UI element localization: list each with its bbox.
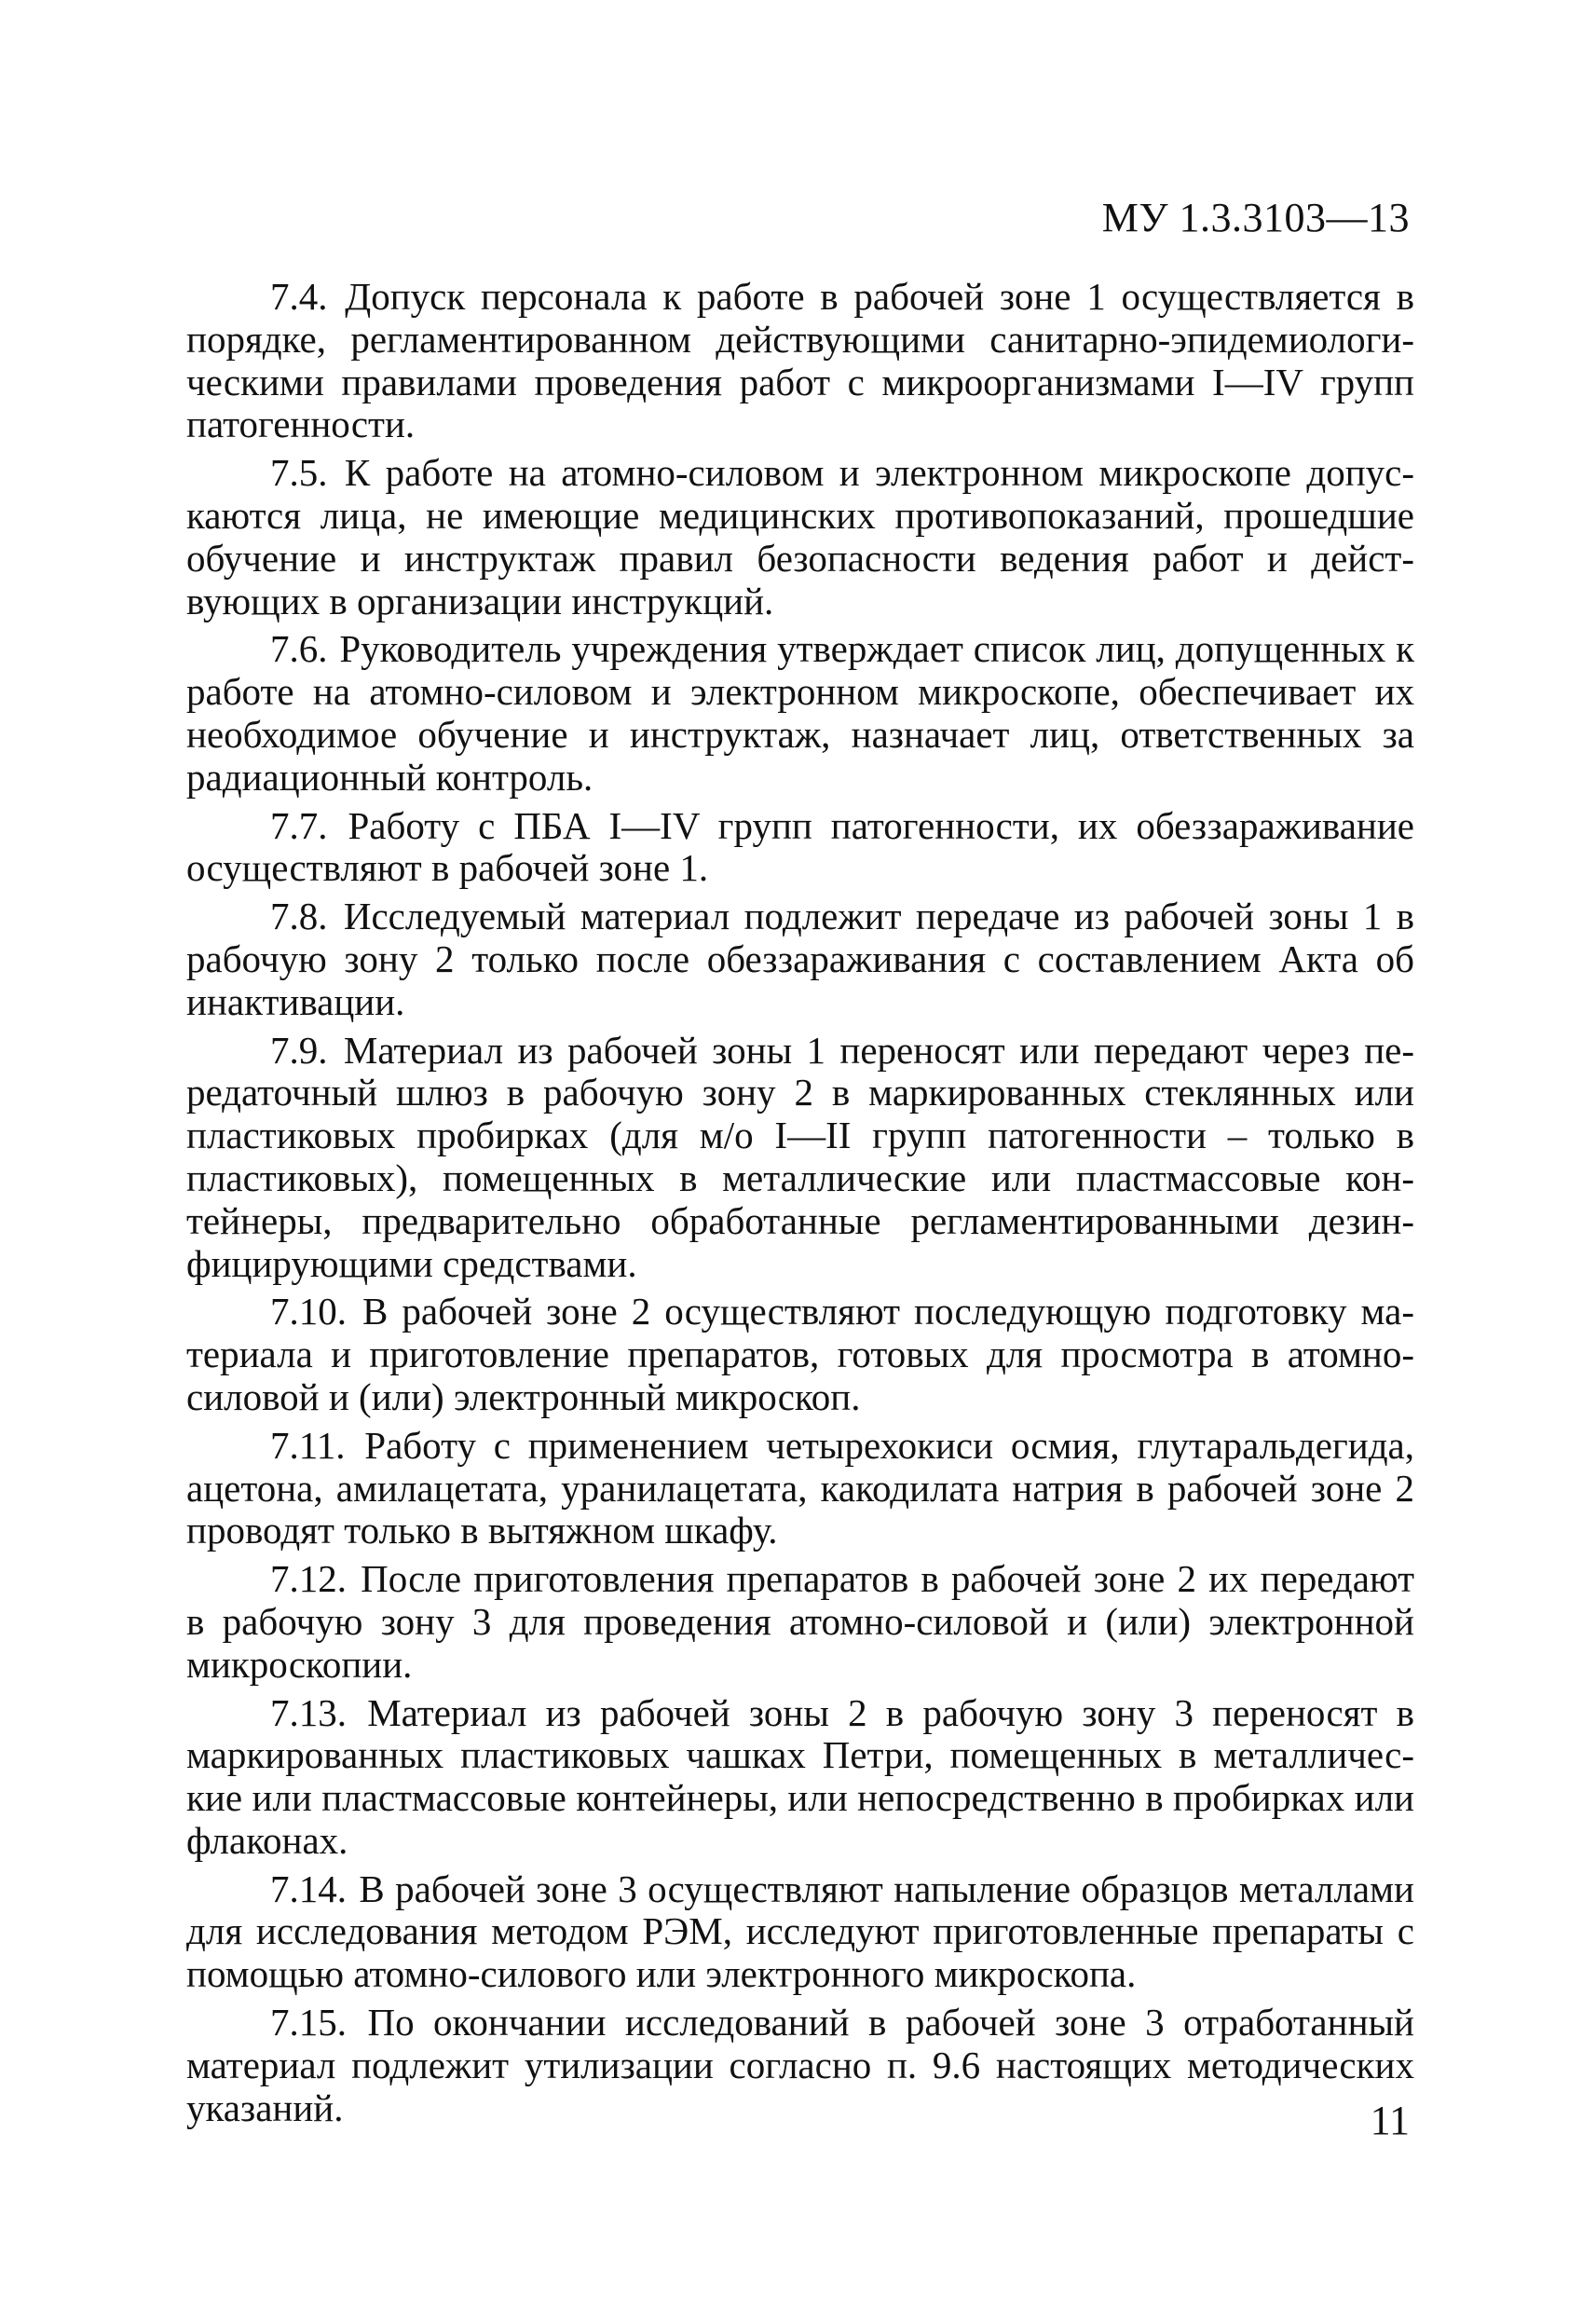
paragraph-7-11 — [186, 1425, 1414, 1552]
paragraph-text: Допуск персонала к работе в рабочей зоне 1 осуществляется в порядке, регламентированном действующими санитарно-эпидемиологическими правилами проведения работ с микроорганизмами I—IV групп патогенности. — [186, 275, 1414, 446]
paragraph-7-10 — [186, 1291, 1414, 1418]
paragraph-number: 7.12. — [270, 1557, 347, 1601]
paragraph-text: Исследуемый материал подлежит передаче из рабочей зоны 1 в рабочую зону 2 только после обеззараживания с составлением Акта об инактивации. — [186, 895, 1414, 1023]
paragraph-7-9 — [186, 1030, 1414, 1286]
paragraph-text: Руководитель учреждения утверждает список лиц, допущенных к работе на атомно-силовом и электронном микроскопе, обеспечивает их необходимое обучение и инструктаж, назначает лиц, ответственных за радиационный контроль. — [186, 627, 1414, 799]
paragraph-text: Материал из рабочей зоны 2 в рабочую зону 3 переносят в маркированных пластиковых чашках Петри, помещенных в металлические или пластмассовые контейнеры, или непосредственно в пробирках или флаконах. — [186, 1690, 1415, 1862]
document-code-header: МУ 1.3.3103—13 — [1101, 195, 1410, 240]
paragraph-text: В рабочей зоне 2 осуществляют последующую подготовку материала и приготовление препаратов, готовых для просмотра в атомно-силовой и (или) электронный микроскоп. — [186, 1290, 1414, 1418]
paragraph-number: 7.6. — [270, 627, 328, 671]
paragraph-text: По окончании исследований в рабочей зоне 3 отработанный материал подлежит утилизации согласно п. 9.6 настоящих методических указаний. — [186, 2001, 1414, 2129]
paragraph-7-7 — [186, 805, 1414, 891]
paragraph-text: В рабочей зоне 3 осуществляют напыление образцов металлами для исследования методом РЭМ, исследуют приготовленные препараты с помощью атомно-силового или электронного микроскопа. — [186, 1867, 1414, 1996]
paragraph-number: 7.13. — [270, 1690, 347, 1734]
paragraph-number: 7.15. — [270, 2001, 347, 2044]
paragraph-7-6 — [186, 628, 1414, 799]
paragraph-text: Работу с ПБА I—IV групп патогенности, их обеззараживание осуществляют в рабочей зоне 1. — [186, 803, 1415, 890]
paragraph-7-15 — [186, 2002, 1414, 2129]
paragraph-number: 7.14. — [270, 1867, 347, 1910]
paragraph-7-13 — [186, 1692, 1414, 1863]
paragraph-text: Материал из рабочей зоны 1 переносят или передают через передаточный шлюз в рабочую зону 2 в маркированных стеклянных или пластиковых пробирках (для м/о I—II групп патогенности – только в пластиковых), помещенных в металлические или пластмассовые контейнеры, предварительно обработанные регламентированными дезинфицирующими средствами. — [186, 1028, 1414, 1285]
paragraph-text: После приготовления препаратов в рабочей зоне 2 их передают в рабочую зону 3 для проведения атомно-силовой и (или) электронной микроскопии. — [186, 1557, 1414, 1686]
paragraph-text: Работу с применением четырехокиси осмия, глутаральдегида, ацетона, амилацетата, уранилацетата, какодилата натрия в рабочей зоне 2 проводят только в вытяжном шкафу. — [186, 1423, 1414, 1552]
paragraph-7-4 — [186, 276, 1414, 446]
page-number: 11 — [1370, 2098, 1410, 2143]
paragraph-number: 7.4. — [270, 275, 328, 318]
document-body — [186, 276, 1414, 2135]
paragraph-number: 7.10. — [270, 1290, 347, 1333]
paragraph-7-12 — [186, 1558, 1414, 1686]
paragraph-number: 7.5. — [270, 451, 328, 495]
paragraph-text: К работе на атомно-силовом и электронном микроскопе допускаются лица, не имеющие медицинских противопоказаний, прошедшие обучение и инструктаж правил безопасности ведения работ и действующих в организации инструкций. — [186, 451, 1414, 622]
paragraph-number: 7.8. — [270, 895, 328, 938]
paragraph-7-14 — [186, 1868, 1414, 1996]
paragraph-number: 7.11. — [270, 1423, 346, 1467]
paragraph-number: 7.7. — [270, 803, 328, 847]
paragraph-number: 7.9. — [270, 1028, 328, 1072]
paragraph-7-5 — [186, 452, 1414, 622]
paragraph-7-8 — [186, 896, 1414, 1023]
